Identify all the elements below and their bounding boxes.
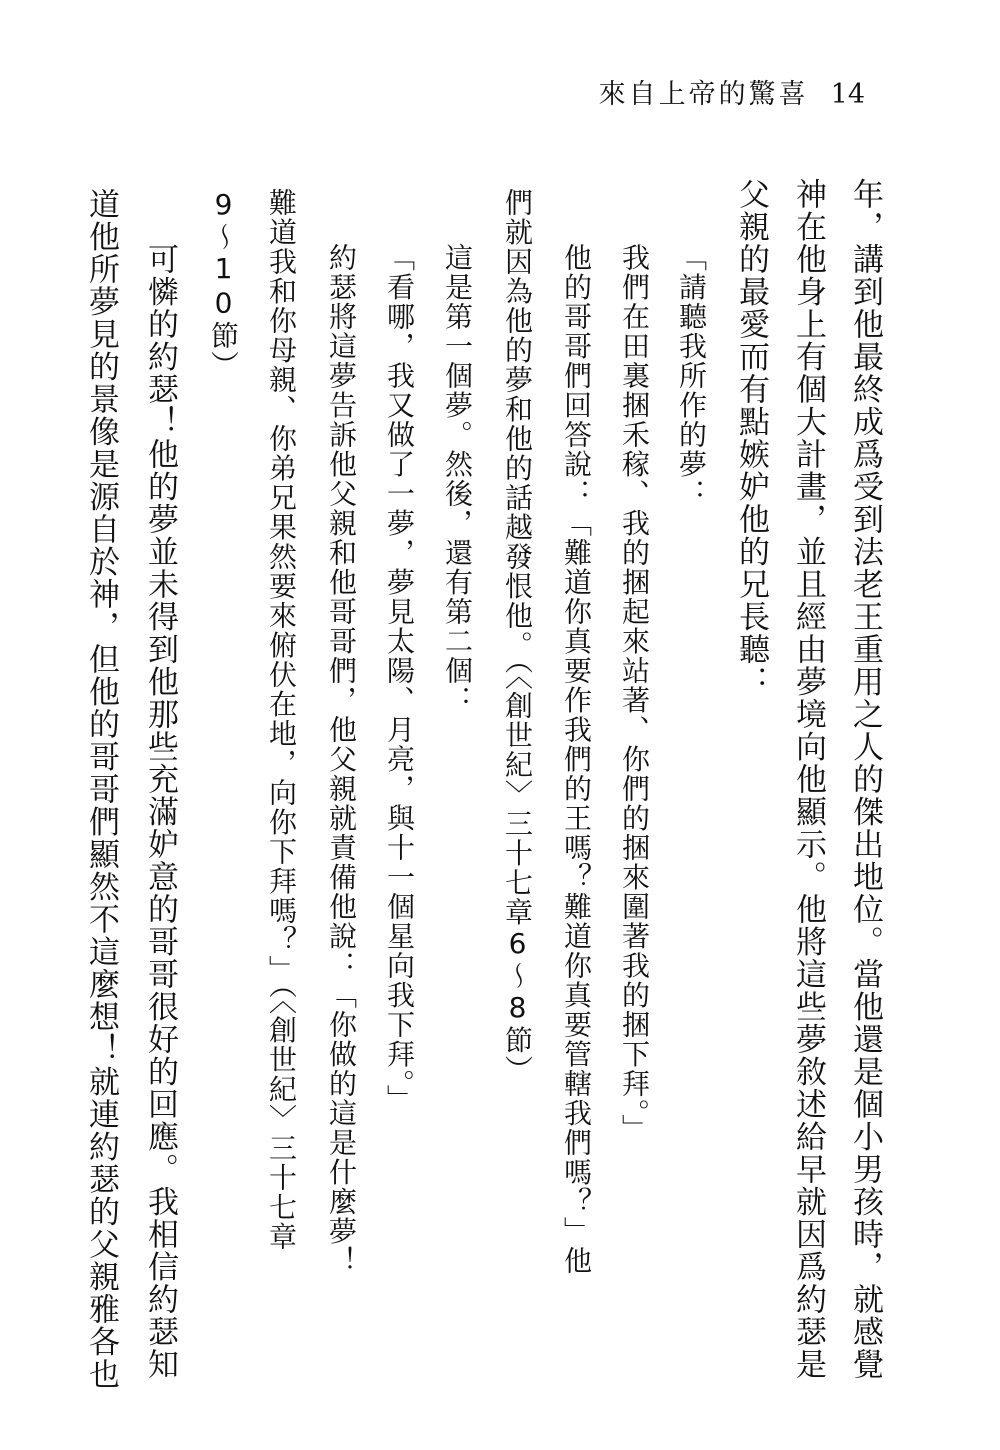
text-line: 他的哥哥們回答說：「難道你真要作我們的王嗎？難道你真要管轄我們嗎？」他 — [560, 243, 593, 1276]
text-line: 父親的最愛而有點嫉妒他的兄長聽： — [733, 178, 769, 698]
text-line: 道他所夢見的景像是源自於神，但他的哥哥們顯然不這麼想！就連約瑟的父親雅各也 — [83, 188, 119, 1391]
page-number: 14 — [830, 79, 865, 110]
text-line: 「看哪，我又做了一夢，夢見太陽、月亮，與十一個星向我下拜。」 — [383, 243, 416, 1114]
text-line: 「請聽我所作的夢： — [675, 243, 708, 509]
vertical-text-body — [83, 178, 883, 1391]
text-line: 約瑟將這夢告訴他父親和他哥哥們，他父親就責備他說：「你做的這是什麼夢！ — [325, 243, 358, 1276]
text-line: 年，講到他最終成爲受到法老王重用之人的傑出地位。當他還是個小男孩時，就感覺 — [847, 178, 883, 1381]
text-line: 可憐的約瑟！他的夢並未得到他那些充滿妒意的哥哥很好的回應。我相信約瑟知 — [142, 243, 178, 1381]
text-line: 這是第一個夢。然後，還有第二個： — [441, 243, 474, 715]
text-line: 9～10節） — [207, 188, 240, 380]
text-line: 難道我和你母親、你弟兄果然要來俯伏在地，向你下拜嗎？」（〈創世紀〉三十七章 — [265, 188, 298, 1252]
chapter-title: 來自上帝的驚喜 — [598, 79, 809, 110]
text-line: 我們在田裏捆禾稼、我的捆起來站著、你們的捆來圍著我的捆下拜。」 — [618, 243, 651, 1144]
text-line: 們就因為他的夢和他的話越發恨他。（〈創世紀〉三十七章6～8節） — [501, 188, 534, 1085]
text-line: 神在他身上有個大計畫，並且經由夢境向他顯示。他將這些夢敘述給早就因爲約瑟是 — [790, 178, 826, 1381]
running-header — [599, 72, 865, 111]
